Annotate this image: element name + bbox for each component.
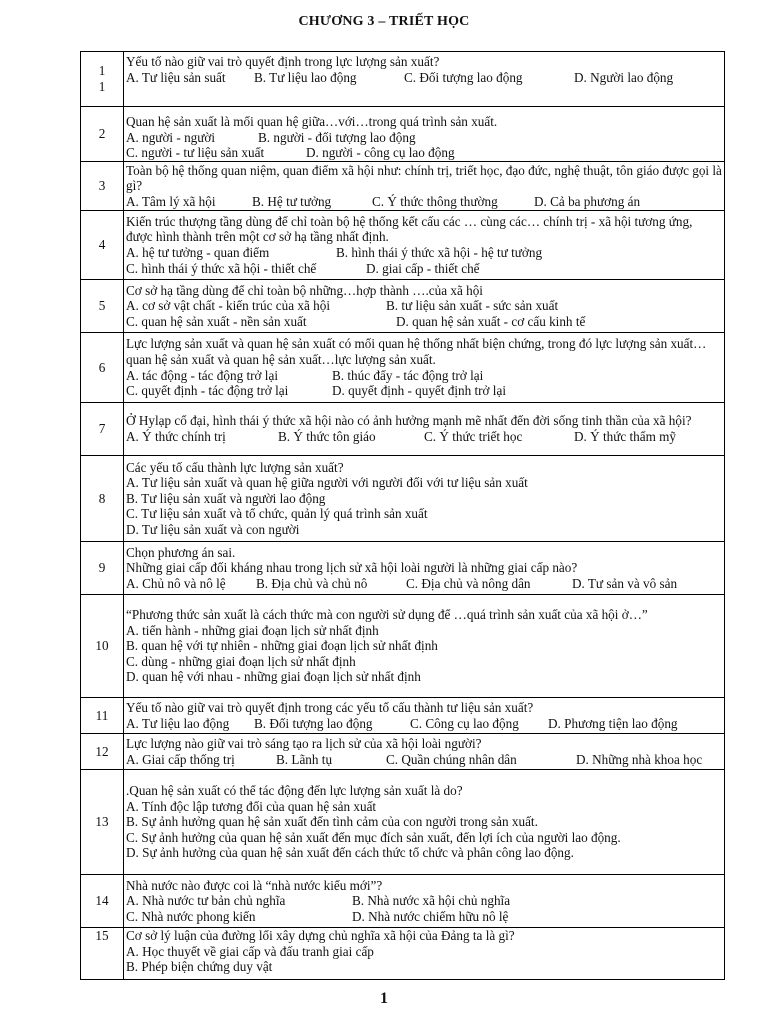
question-cell — [124, 333, 725, 403]
option-d: D. Nhà nước chiếm hữu nô lệ — [352, 908, 509, 924]
option-b: B. Địa chủ và chủ nô — [256, 575, 368, 591]
answer-options — [126, 893, 722, 909]
option-d: D. giai cấp - thiết chế — [366, 260, 480, 276]
question-cell — [124, 595, 725, 698]
question-number: 2 — [81, 107, 124, 162]
question-cell — [124, 770, 725, 875]
option-c: C. Tư liệu sản xuất và tổ chức, quản lý quá trình sản xuất — [126, 506, 428, 522]
option-d: D. Ý thức thẩm mỹ — [574, 429, 677, 444]
question-number: 9 — [81, 542, 124, 595]
option-d: D. Cả ba phương án — [534, 193, 641, 209]
option-d: D. người - công cụ lao động — [306, 145, 455, 161]
answer-options — [126, 383, 722, 399]
answer-options — [126, 752, 722, 768]
question-text: Lực lượng nào giữ vai trò sáng tạo ra lịch sử của xã hội loài người? — [126, 735, 482, 751]
question-number: 14 — [81, 875, 124, 928]
question-row-9 — [81, 542, 725, 595]
option-a: A. Chủ nô và nô lệ — [126, 575, 226, 591]
option-b: B. Ý thức tôn giáo — [278, 429, 376, 444]
option-b: B. Tư liệu sản xuất và người lao động — [126, 490, 326, 506]
option-a: A. Giai cấp thống trị — [126, 751, 235, 767]
option-a: A. Nhà nước tư bản chủ nghĩa — [126, 893, 286, 909]
answer-options — [126, 314, 722, 330]
option-b: B. Tư liệu lao động — [254, 69, 357, 85]
answer-options — [126, 245, 722, 261]
option-b: B. tư liệu sản xuất - sức sản xuất — [386, 298, 559, 314]
option-c: C. hình thái ý thức xã hội - thiết chế — [126, 260, 317, 276]
option-c: C. Công cụ lao động — [410, 715, 519, 731]
question-text: Ở Hylạp cổ đại, hình thái ý thức xã hội nào có ảnh hưởng mạnh mẽ nhất đến đời sống tinh thần của xã hội? — [126, 413, 692, 429]
question-cell — [124, 162, 725, 211]
option-c: C. Ý thức thông thường — [372, 193, 498, 209]
question-row-5 — [81, 280, 725, 333]
question-number-duplicate: 1 — [98, 79, 106, 94]
answer-options — [126, 261, 722, 277]
answer-options — [126, 145, 722, 161]
option-b: B. thúc đẩy - tác động trở lại — [332, 367, 484, 383]
option-b: B. Phép biện chứng duy vật — [126, 959, 273, 975]
question-row-13 — [81, 770, 725, 875]
answer-options — [126, 576, 722, 592]
option-d: D. quyết định - quyết định trở lại — [332, 383, 506, 399]
chapter-title: CHƯƠNG 3 – TRIẾT HỌC — [298, 14, 470, 29]
question-number: 13 — [81, 770, 124, 875]
answer-options — [126, 298, 722, 314]
question-text: .Quan hệ sản xuất có thể tác động đến lực lượng sản xuất là do? — [126, 783, 463, 799]
question-cell — [124, 542, 725, 595]
question-cell — [124, 734, 725, 770]
question-cell — [124, 875, 725, 928]
question-text-continued: Những giai cấp đối kháng nhau trong lịch sử xã hội loài người là những giai cấp nào? — [126, 560, 578, 576]
option-c: C. Đối tượng lao động — [404, 69, 523, 85]
question-number — [81, 52, 124, 107]
question-number: 6 — [81, 333, 124, 403]
option-a: A. Tính độc lập tương đối của quan hệ sản xuất — [126, 798, 377, 814]
option-a: A. Ý thức chính trị — [126, 429, 226, 444]
option-b: B. Nhà nước xã hội chủ nghĩa — [352, 893, 511, 909]
option-c: C. Địa chủ và nông dân — [406, 575, 531, 591]
question-text: Kiến trúc thượng tầng dùng để chỉ toàn bộ hệ thống kết cấu các … cùng các… chính trị - xã hội tương ứng, được hình thành trên một cơ sở hạ tầng nhất định. — [126, 213, 693, 245]
option-d: D. Người lao động — [574, 69, 674, 85]
question-number: 15 — [81, 928, 124, 980]
option-c: C. quan hệ sản xuất - nền sản xuất — [126, 313, 307, 329]
question-cell — [124, 107, 725, 162]
answer-options — [126, 368, 722, 384]
option-b: B. Sự ảnh hưởng quan hệ sản xuất đến tình cảm của con người trong sản xuất. — [126, 814, 538, 830]
question-text: Yếu tố nào giữ vai trò quyết định trong các yếu tố cấu thành tư liệu sản xuất? — [126, 699, 534, 715]
question-number: 4 — [81, 211, 124, 280]
option-c: C. Ý thức triết học — [424, 429, 523, 444]
question-row-14 — [81, 875, 725, 928]
answer-options — [126, 429, 722, 445]
option-a: A. tác động - tác động trở lại — [126, 367, 278, 383]
question-row-1 — [81, 52, 725, 107]
option-b: B. hình thái ý thức xã hội - hệ tư tưởng — [336, 245, 543, 260]
option-d: D. Phương tiện lao động — [548, 715, 678, 731]
question-cell — [124, 211, 725, 280]
question-text: Cơ sở lý luận của đường lối xây dựng chủ nghĩa xã hội của Đảng ta là gì? — [126, 928, 515, 943]
question-row-12 — [81, 734, 725, 770]
option-a: A. Học thuyết về giai cấp và đấu tranh giai cấp — [126, 943, 374, 959]
question-number: 3 — [81, 162, 124, 211]
question-text: Cơ sở hạ tầng dùng để chỉ toàn bộ những…hợp thành ….của xã hội — [126, 282, 483, 298]
question-number-text: 1 — [98, 63, 106, 79]
option-d: D. Tư sản và vô sản — [572, 575, 678, 591]
option-c: C. quyết định - tác động trở lại — [126, 383, 289, 399]
question-cell — [124, 280, 725, 333]
answer-options — [126, 716, 722, 732]
option-a: A. tiến hành - những giai đoạn lịch sử nhất định — [126, 622, 379, 638]
option-a: A. người - người — [126, 129, 216, 145]
question-row-2 — [81, 107, 725, 162]
question-row-15 — [81, 928, 725, 980]
answer-options — [126, 70, 722, 86]
question-text: “Phương thức sản xuất là cách thức mà con người sử dụng để …quá trình sản xuất của xã hội ở…” — [126, 607, 648, 623]
option-d: D. Sự ảnh hưởng của quan hệ sản xuất đến cách thức tổ chức và phân công lao động. — [126, 845, 574, 861]
question-row-4 — [81, 211, 725, 280]
question-text: Các yếu tố cấu thành lực lượng sản xuất? — [126, 459, 344, 475]
option-b: B. Đối tượng lao động — [254, 715, 373, 731]
option-d: D. Tư liệu sản xuất và con người — [126, 521, 300, 537]
option-c: C. Quần chúng nhân dân — [386, 751, 517, 767]
page-number: 1 — [380, 990, 388, 1007]
option-c: C. Nhà nước phong kiến — [126, 908, 256, 924]
option-a: A. Tâm lý xã hội — [126, 193, 216, 209]
question-row-6 — [81, 333, 725, 403]
option-a: A. Tư liệu sản suất — [126, 69, 226, 85]
option-a: A. hệ tư tưởng - quan điểm — [126, 245, 270, 260]
question-table — [80, 51, 725, 980]
option-b: B. người - đối tượng lao động — [258, 129, 416, 145]
option-b: B. Lãnh tụ — [276, 751, 333, 767]
option-d: D. Những nhà khoa học — [576, 751, 703, 767]
question-row-8 — [81, 456, 725, 542]
option-c: C. dùng - những giai đoạn lịch sử nhất định — [126, 653, 356, 669]
question-number: 5 — [81, 280, 124, 333]
question-row-11 — [81, 698, 725, 734]
option-a: A. Tư liệu sản xuất và quan hệ giữa người với người đối với tư liệu sản xuất — [126, 475, 528, 491]
question-number: 11 — [81, 698, 124, 734]
question-text: Quan hệ sản xuất là mối quan hệ giữa…với…trong quá trình sản xuất. — [126, 114, 498, 130]
question-cell — [124, 698, 725, 734]
question-text: Lực lượng sản xuất và quan hệ sản xuất có mối quan hệ thống nhất biện chứng, trong đó lực lượng sản xuất…quan hệ sản xuất và quan hệ sản xuất…lực lượng sản xuất. — [126, 336, 707, 367]
question-row-7 — [81, 403, 725, 456]
option-c: C. người - tư liệu sản xuất — [126, 145, 265, 161]
option-a: A. cơ sở vật chất - kiến trúc của xã hội — [126, 298, 330, 314]
answer-options — [126, 909, 722, 925]
question-text: Nhà nước nào được coi là “nhà nước kiểu mới”? — [126, 877, 383, 893]
question-number: 8 — [81, 456, 124, 542]
answer-options — [126, 130, 722, 146]
question-row-10 — [81, 595, 725, 698]
question-row-3 — [81, 162, 725, 211]
question-cell — [124, 456, 725, 542]
question-cell — [124, 52, 725, 107]
option-a: A. Tư liệu lao động — [126, 715, 230, 731]
option-d: D. quan hệ với nhau - những giai đoạn lịch sử nhất định — [126, 669, 421, 685]
question-text: Chọn phương án sai. — [126, 544, 236, 560]
option-c: C. Sự ảnh hưởng của quan hệ sản xuất đến mục đích sản xuất, đến lợi ích của người lao động. — [126, 829, 621, 845]
option-d: D. quan hệ sản xuất - cơ cấu kinh tế — [396, 313, 586, 329]
question-number: 7 — [81, 403, 124, 456]
question-cell — [124, 928, 725, 980]
option-b: B. Hệ tư tưởng — [252, 193, 332, 209]
option-b: B. quan hệ với tự nhiên - những giai đoạn lịch sử nhất định — [126, 638, 438, 654]
question-cell — [124, 403, 725, 456]
answer-options — [126, 194, 722, 210]
question-text: Toàn bộ hệ thống quan niệm, quan điểm xã hội như: chính trị, triết học, đạo đức, nghệ thuật, tôn giáo được gọi là gì? — [126, 162, 722, 194]
question-text: Yếu tố nào giữ vai trò quyết định trong lực lượng sản xuất? — [126, 54, 440, 69]
question-number: 12 — [81, 734, 124, 770]
question-number: 10 — [81, 595, 124, 698]
